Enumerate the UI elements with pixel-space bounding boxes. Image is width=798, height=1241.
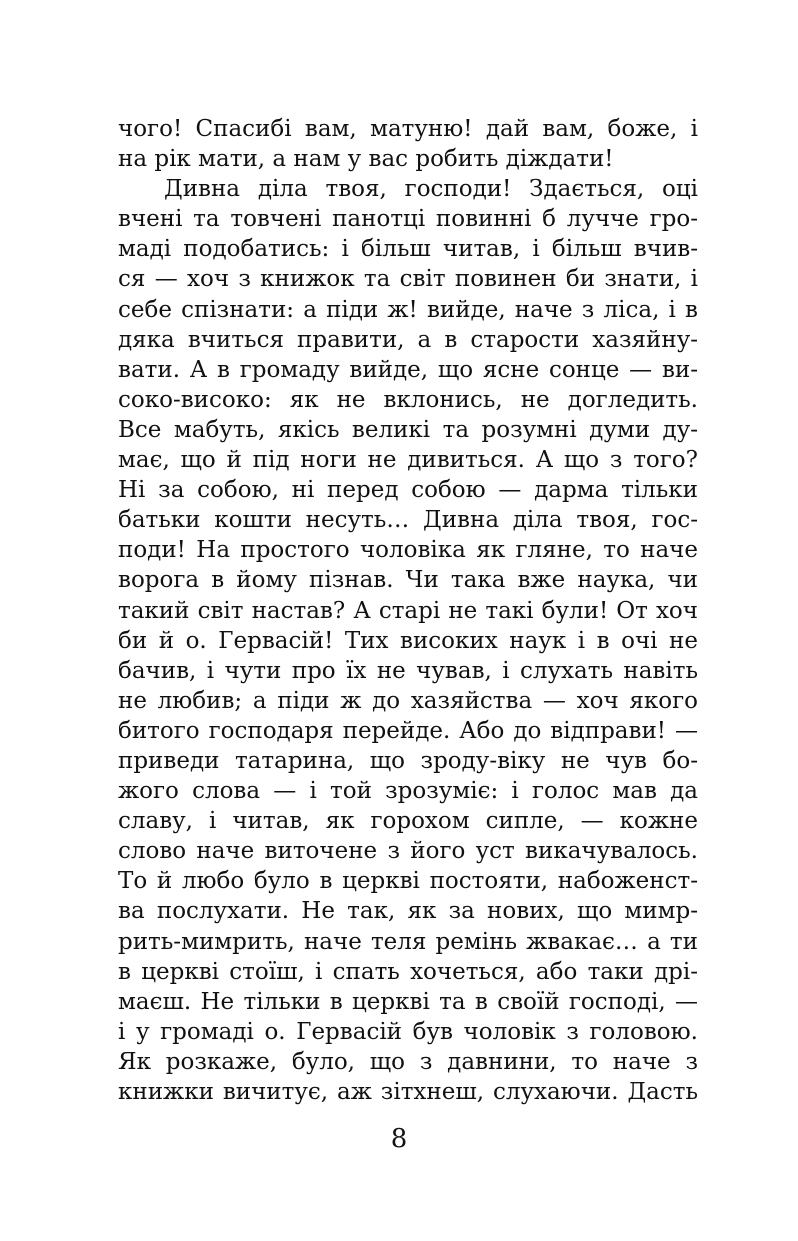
text-line: маді подобатись: і більш читав, і більш вчив- [118, 236, 698, 263]
text-line: ся — хоч з книжок та світ повинен би знати, і [118, 266, 698, 293]
text-line: поди! На простого чоловіка як гляне, то наче [118, 537, 698, 564]
text-line: вати. А в громаду вийде, що ясне сонце — ви- [118, 356, 698, 383]
text-line: дяка вчиться правити, а в старости хазяйну- [118, 326, 698, 353]
text-line: ворога в йому пізнав. Чи така вже наука, чи [118, 567, 698, 594]
text-line: має, що й під ноги не дивиться. А що з того? [118, 447, 698, 474]
text-line: Як розкаже, було, що з давнини, то наче з [118, 1048, 698, 1075]
text-line: славу, і читав, як горохом сипле, — кожне [118, 808, 698, 835]
text-line: батьки кошти несуть… Дивна діла твоя, гос- [118, 507, 698, 534]
text-line: слово наче виточене з його уст викачувалось. [118, 838, 698, 865]
paragraph-start-line: Дивна діла твоя, господи! Здається, оці [164, 176, 698, 203]
text-line: в церкві стоїш, і спать хочеться, або таки дрі- [118, 958, 698, 985]
text-line: рить-мимрить, наче теля ремінь жвакає… а ти [118, 928, 698, 955]
text-line: бачив, і чути про їх не чував, і слухать навіть [118, 657, 698, 684]
text-line: То й любо було в церкві постояти, набоженст- [118, 868, 698, 895]
text-line: жого слова — і той зрозуміє: і голос мав да [118, 778, 698, 805]
text-line: такий світ настав? А старі не такі були! От хоч [118, 597, 698, 624]
text-line: і у громаді о. Гервасій був чоловік з головою. [118, 1018, 698, 1045]
page-number: 8 [390, 1124, 408, 1154]
text-line: Ні за собою, ні перед собою — дарма тільки [118, 477, 698, 504]
text-line: вчені та товчені панотці повинні б лучче гро- [118, 206, 698, 233]
text-line: книжки вичитує, аж зітхнеш, слухаючи. Дасть [118, 1079, 698, 1105]
text-line: маєш. Не тільки в церкві та в своїй господі, — [118, 988, 698, 1015]
text-line: не любив; а піди ж до хазяйства — хоч якого [118, 687, 698, 714]
text-line: приведи татарина, що зроду-віку не чув бо- [118, 747, 698, 774]
text-line: би й о. Гервасій! Тих високих наук і в очі не [118, 627, 698, 654]
text-line: битого господаря перейде. Або до відправи! — [118, 717, 698, 744]
text-line: на рік мати, а нам у вас робить діждати! [118, 146, 614, 173]
text-line: Все мабуть, якісь великі та розумні думи ду- [118, 416, 698, 443]
body-text [118, 114, 698, 1107]
text-line: ва послухати. Не так, як за нових, що мимр- [118, 898, 698, 925]
text-line: соко-високо: як не вклонись, не догледить. [118, 386, 698, 413]
text-line: чого! Спасибі вам, матуню! дай вам, боже, і [118, 116, 698, 142]
text-line: себе спізнати: а піди ж! вийде, наче з ліса, і в [118, 296, 698, 323]
